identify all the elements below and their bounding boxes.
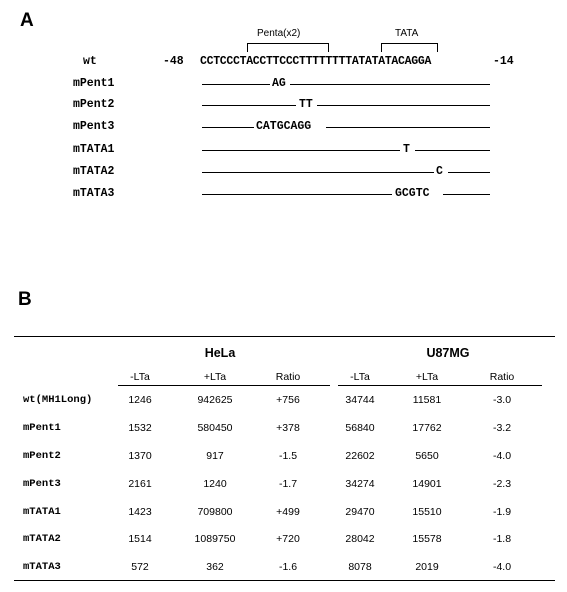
table-cell: 1423	[128, 506, 152, 518]
table-cell: 1514	[128, 533, 152, 545]
table-cell: 28042	[345, 533, 375, 545]
sequence-line	[448, 172, 490, 173]
table-cell: -1.7	[278, 478, 298, 490]
row-name: mTATA3	[23, 561, 61, 573]
tata-label: TATA	[395, 28, 419, 39]
sequence-line	[202, 105, 296, 106]
row-name: mTATA1	[23, 506, 61, 518]
table-cell: -3.0	[492, 394, 512, 406]
mutant-name: mPent3	[73, 120, 115, 133]
hela-header-rule	[118, 385, 330, 386]
table-cell: 11581	[412, 394, 442, 406]
table-cell: 572	[131, 561, 149, 573]
table-cell: 29470	[345, 506, 375, 518]
mutant-name: mTATA1	[73, 143, 115, 156]
table-cell: -3.2	[492, 422, 512, 434]
table-cell: 2161	[128, 478, 152, 490]
table-cell: 34744	[345, 394, 375, 406]
table-cell: 34274	[345, 478, 375, 490]
table-top-rule	[14, 336, 555, 337]
wt-sequence: CCTCCCTACCTTCCCTTTTTTTTATATATACAGGA	[200, 55, 432, 68]
penta-bracket	[247, 43, 329, 52]
table-cell: +756	[276, 394, 300, 406]
table-cell: -1.6	[278, 561, 298, 573]
column-header: Ratio	[275, 371, 301, 383]
row-name: mPent3	[23, 478, 61, 490]
table-cell: 1089750	[194, 533, 236, 545]
mutant-name: mPent2	[73, 98, 115, 111]
table-cell: 1370	[128, 450, 152, 462]
table-cell: +378	[276, 422, 300, 434]
column-header: +LTa	[203, 371, 227, 383]
row-name: mPent1	[23, 422, 61, 434]
mutant-name: mTATA3	[73, 187, 115, 200]
group-header-hela: HeLa	[204, 346, 236, 360]
table-cell: -1.9	[492, 506, 512, 518]
table-cell: -2.3	[492, 478, 512, 490]
sequence-line	[202, 194, 392, 195]
table-cell: 15510	[412, 506, 442, 518]
table-cell: 14901	[412, 478, 442, 490]
mutation-text: T	[403, 143, 410, 156]
table-cell: +499	[276, 506, 300, 518]
wt-start-position: -48	[163, 55, 184, 68]
mutation-text: AG	[272, 77, 286, 90]
table-cell: 362	[206, 561, 224, 573]
column-header: -LTa	[350, 371, 370, 383]
table-bottom-rule	[14, 580, 555, 581]
mutation-text: CATGCAGG	[256, 120, 312, 133]
sequence-line	[290, 84, 490, 85]
row-name: wt(MH1Long)	[23, 394, 93, 406]
table-cell: 580450	[197, 422, 233, 434]
table-cell: 8078	[348, 561, 372, 573]
table-cell: 56840	[345, 422, 375, 434]
sequence-line	[317, 105, 490, 106]
column-header: -LTa	[130, 371, 150, 383]
table-cell: +720	[276, 533, 300, 545]
tata-bracket	[381, 43, 438, 52]
table-cell: 22602	[345, 450, 375, 462]
mutant-name: mPent1	[73, 77, 115, 90]
sequence-line	[443, 194, 490, 195]
column-header: +LTa	[415, 371, 439, 383]
table-cell: 5650	[415, 450, 439, 462]
mutation-text: TT	[299, 98, 313, 111]
row-name: mPent2	[23, 450, 61, 462]
table-cell: -1.5	[278, 450, 298, 462]
sequence-line	[326, 127, 490, 128]
u87mg-header-rule	[338, 385, 542, 386]
panel-b-label: B	[18, 289, 32, 310]
table-cell: 1532	[128, 422, 152, 434]
group-header-u87mg: U87MG	[426, 346, 470, 360]
table-cell: 17762	[412, 422, 442, 434]
table-cell: 2019	[415, 561, 439, 573]
table-cell: 709800	[197, 506, 233, 518]
column-header: Ratio	[489, 371, 515, 383]
sequence-line	[202, 150, 400, 151]
wt-label: wt	[83, 55, 97, 68]
table-cell: 917	[206, 450, 224, 462]
table-cell: 1246	[128, 394, 152, 406]
table-cell: -4.0	[492, 561, 512, 573]
table-cell: -4.0	[492, 450, 512, 462]
panel-a-label: A	[20, 10, 34, 31]
sequence-line	[202, 84, 270, 85]
mutation-text: GCGTC	[395, 187, 430, 200]
sequence-line	[415, 150, 490, 151]
table-cell: 942625	[197, 394, 233, 406]
sequence-line	[202, 127, 254, 128]
wt-end-position: -14	[493, 55, 514, 68]
table-cell: 1240	[203, 478, 227, 490]
row-name: mTATA2	[23, 533, 61, 545]
table-cell: -1.8	[492, 533, 512, 545]
mutation-text: C	[436, 165, 443, 178]
table-cell: 15578	[412, 533, 442, 545]
penta-label: Penta(x2)	[257, 28, 301, 39]
sequence-line	[202, 172, 434, 173]
mutant-name: mTATA2	[73, 165, 115, 178]
